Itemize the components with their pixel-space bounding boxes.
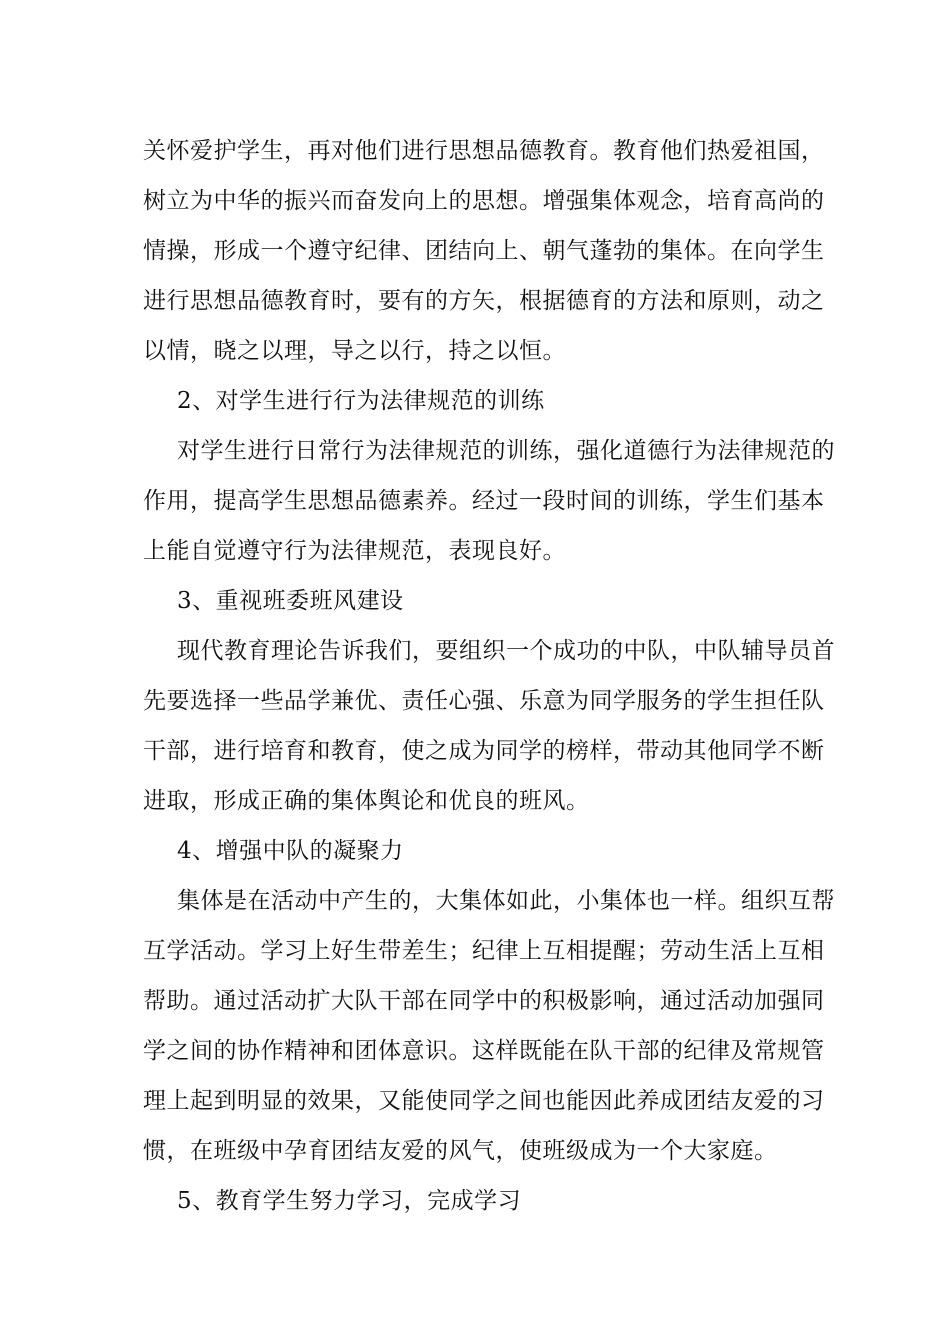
text-line: 上能自觉遵守行为法律规范，表现良好。 — [143, 538, 566, 564]
section-heading: 3、重视班委班风建设 — [177, 588, 404, 614]
text-line: 情操，形成一个遵守纪律、团结向上、朝气蓬勃的集体。在向学生 — [143, 238, 825, 264]
text-line: 惯，在班级中孕育团结友爱的风气，使班级成为一个大家庭。 — [143, 1138, 778, 1164]
text-line: 作用，提高学生思想品德素养。经过一段时间的训练，学生们基本 — [143, 488, 825, 514]
text-line: 树立为中华的振兴而奋发向上的思想。增强集体观念，培育高尚的 — [143, 188, 825, 214]
section-heading: 5、教育学生努力学习，完成学习 — [177, 1188, 522, 1214]
section-heading: 4、增强中队的凝聚力 — [177, 838, 404, 864]
text-line: 互学活动。学习上好生带差生；纪律上互相提醒；劳动生活上互相 — [143, 938, 825, 964]
text-line: 现代教育理论告诉我们，要组织一个成功的中队，中队辅导员首 — [177, 638, 835, 664]
text-line: 帮助。通过活动扩大队干部在同学中的积极影响，通过活动加强同 — [143, 988, 825, 1014]
text-line: 理上起到明显的效果，又能使同学之间也能因此养成团结友爱的习 — [143, 1088, 825, 1114]
text-line: 对学生进行日常行为法律规范的训练，强化道德行为法律规范的 — [177, 438, 835, 464]
text-line: 以情，晓之以理，导之以行，持之以恒。 — [143, 338, 566, 364]
section-heading: 2、对学生进行行为法律规范的训练 — [177, 388, 545, 414]
text-line: 学之间的协作精神和团体意识。这样既能在队干部的纪律及常规管 — [143, 1038, 825, 1064]
text-line: 先要选择一些品学兼优、责任心强、乐意为同学服务的学生担任队 — [143, 688, 825, 714]
text-line: 集体是在活动中产生的，大集体如此，小集体也一样。组织互帮 — [177, 888, 835, 914]
text-line: 关怀爱护学生，再对他们进行思想品德教育。教育他们热爱祖国， — [143, 138, 825, 164]
text-line: 进行思想品德教育时，要有的方矢，根据德育的方法和原则，动之 — [143, 288, 825, 314]
text-line: 进取，形成正确的集体舆论和优良的班风。 — [143, 788, 590, 814]
text-line: 干部，进行培育和教育，使之成为同学的榜样，带动其他同学不断 — [143, 738, 825, 764]
